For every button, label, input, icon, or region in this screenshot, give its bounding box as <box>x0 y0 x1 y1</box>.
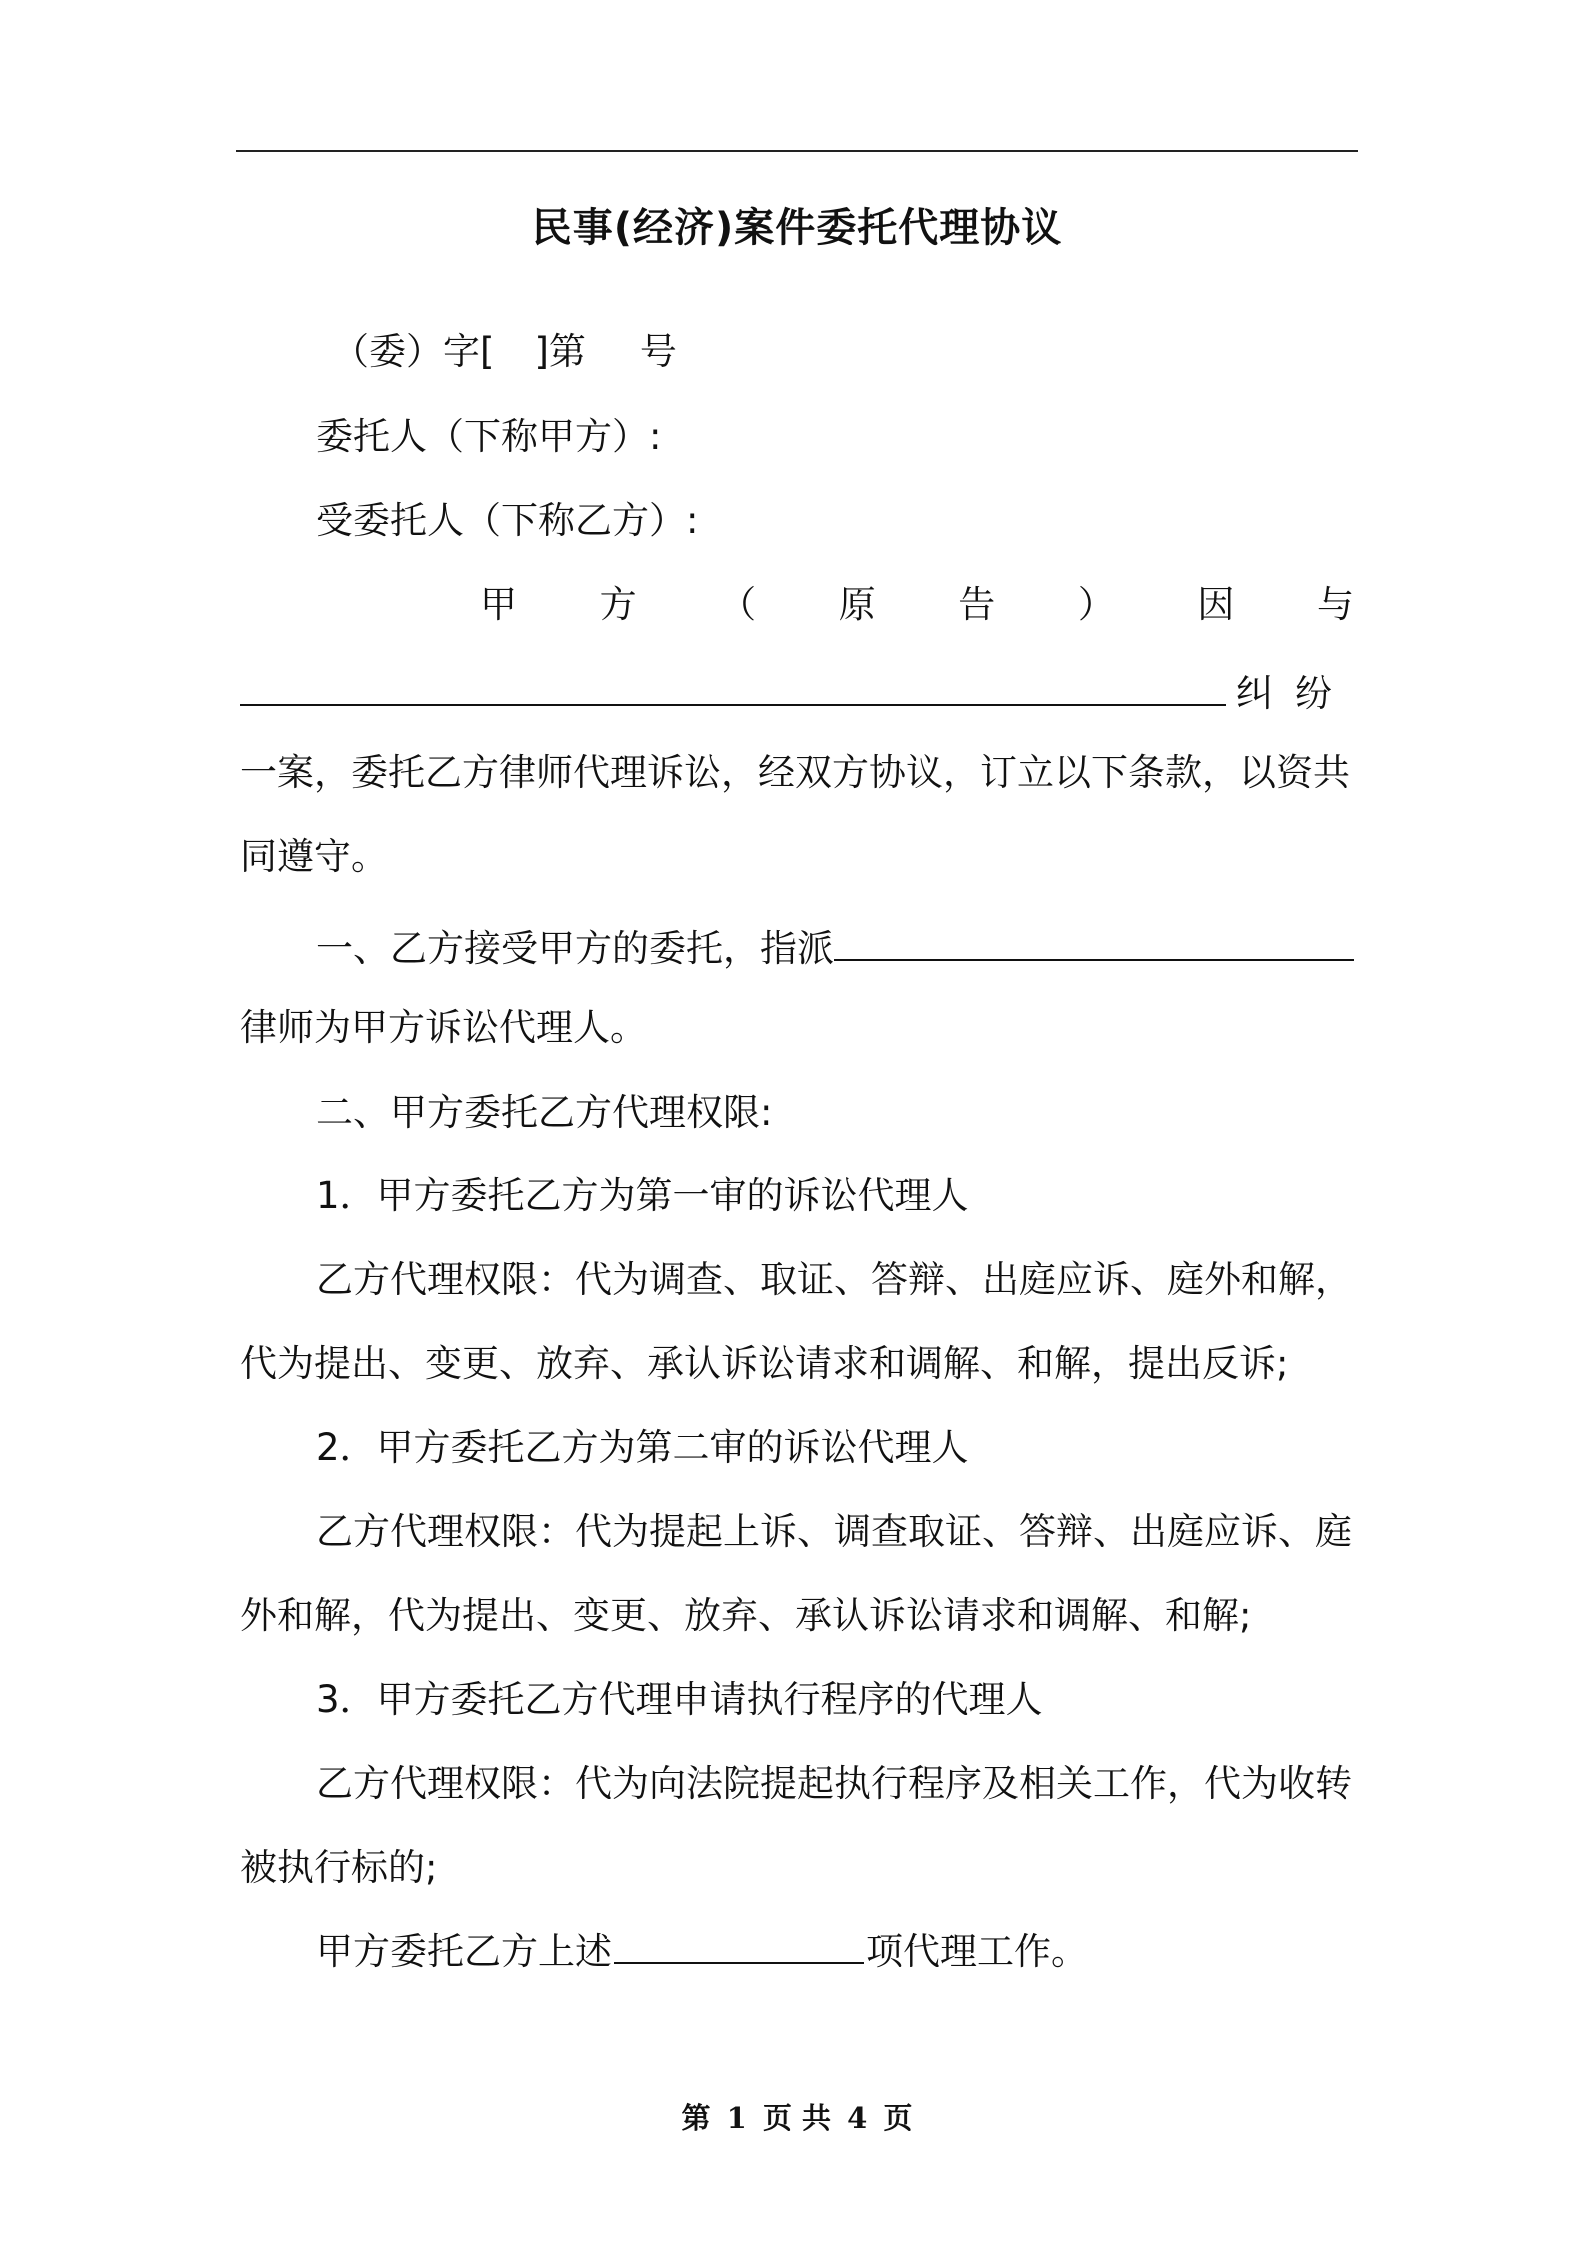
page-prefix: 第 <box>681 2101 711 2135</box>
reference-bracket-close: ]第 <box>534 330 586 373</box>
paragraph-1-line-2: 一案，委托乙方律师代理诉讼，经双方协议，订立以下条款，以资共 <box>240 751 1350 794</box>
client-label: 委托人（下称甲方）: <box>316 415 662 458</box>
summary-suffix: 项代理工作。 <box>866 1930 1088 1973</box>
summary-prefix: 甲方委托乙方上述 <box>316 1930 612 1973</box>
plaintiff-char: 原 <box>838 583 876 626</box>
clause-2-heading: 二、甲方委托乙方代理权限: <box>316 1091 773 1134</box>
document-title: 民事(经济)案件委托代理协议 <box>531 205 1063 251</box>
clause-1-line <box>240 919 1354 979</box>
reference-suffix: 号 <box>639 330 677 373</box>
page-suffix: 页 <box>883 2101 913 2135</box>
plaintiff-char: 因 <box>1197 583 1235 626</box>
page-middle: 页 共 <box>762 2101 832 2135</box>
item-2-title: 2．甲方委托乙方为第二审的诉讼代理人 <box>316 1426 969 1469</box>
dispute-blank <box>240 674 1226 706</box>
lawyer-name-blank <box>834 929 1354 961</box>
clause-1-line-2: 律师为甲方诉讼代理人。 <box>240 1006 647 1049</box>
agent-label: 受委托人（下称乙方）: <box>316 499 699 542</box>
plaintiff-char: 方 <box>599 583 637 626</box>
item-3-scope-line-1: 乙方代理权限：代为向法院提起执行程序及相关工作，代为收转 <box>316 1762 1352 1805</box>
page-current: 1 <box>726 2101 747 2135</box>
plaintiff-char: 告 <box>958 583 996 626</box>
item-count-blank <box>614 1928 864 1964</box>
header-rule <box>236 150 1358 152</box>
reference-number-line <box>240 322 1354 382</box>
dispute-line <box>240 664 1354 724</box>
item-1-scope-line-1: 乙方代理权限：代为调查、取证、答辩、出庭应诉、庭外和解， <box>316 1258 1352 1301</box>
item-3-title: 3．甲方委托乙方代理申请执行程序的代理人 <box>316 1678 1043 1721</box>
summary-line <box>240 1922 1354 1982</box>
item-2-scope-line-2: 外和解，代为提出、变更、放弃、承认诉讼请求和调解、和解; <box>240 1594 1252 1637</box>
clause-1-prefix: 一、乙方接受甲方的委托，指派 <box>316 927 834 970</box>
reference-prefix: （委）字[ <box>332 330 495 373</box>
item-2-scope-line-1: 乙方代理权限：代为提起上诉、调查取证、答辩、出庭应诉、庭 <box>316 1510 1352 1553</box>
plaintiff-char: （ <box>719 583 757 626</box>
item-1-title: 1．甲方委托乙方为第一审的诉讼代理人 <box>316 1174 969 1217</box>
paragraph-1-line-3: 同遵守。 <box>240 835 388 878</box>
plaintiff-char: 与 <box>1316 583 1354 626</box>
plaintiff-char: 甲 <box>480 583 517 626</box>
dispute-suffix: 纠纷 <box>1236 672 1354 715</box>
item-3-scope-line-2: 被执行标的; <box>240 1846 438 1889</box>
plaintiff-char: ） <box>1077 583 1115 626</box>
page-footer <box>236 2094 1358 2142</box>
page-total: 4 <box>847 2101 868 2135</box>
plaintiff-line <box>480 575 1354 635</box>
item-1-scope-line-2: 代为提出、变更、放弃、承认诉讼请求和调解、和解，提出反诉; <box>240 1342 1289 1385</box>
